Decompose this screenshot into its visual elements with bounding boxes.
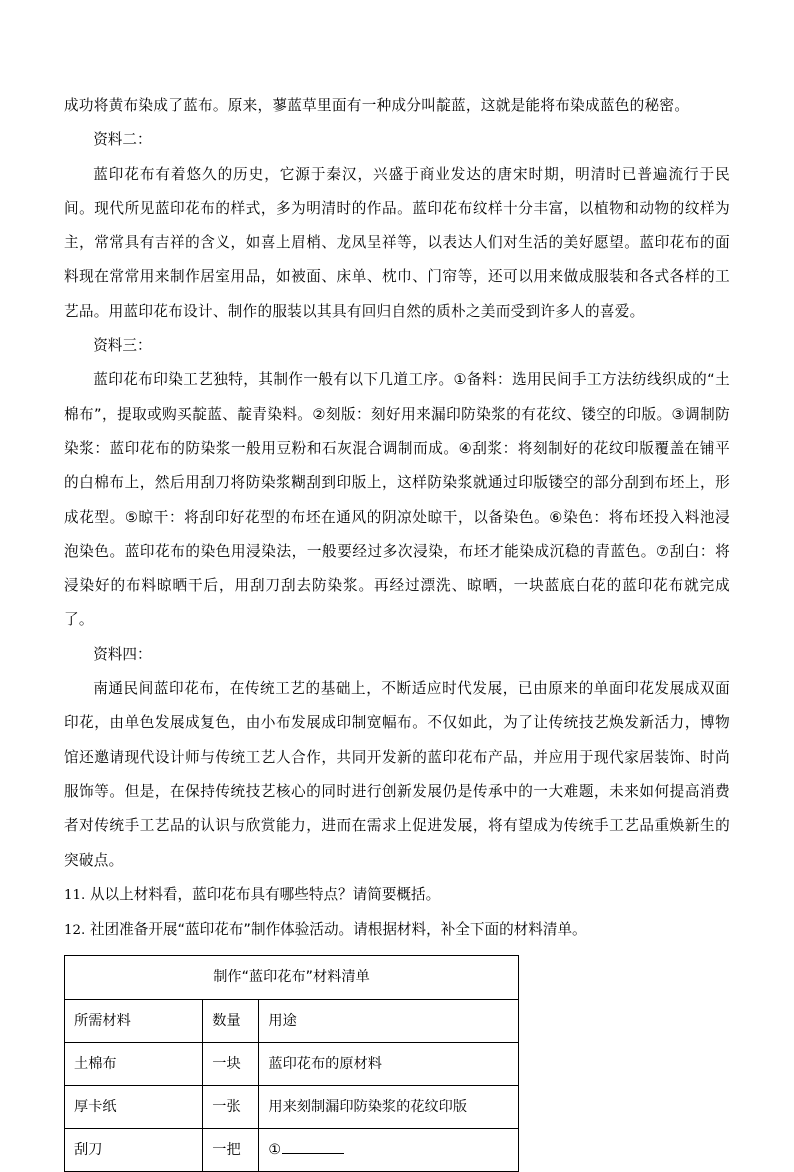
table-row: [65, 1129, 519, 1172]
material-list-table-wrapper: [64, 955, 730, 1172]
paragraph-intro-continuation: 成功将黄布染成了蓝布。原来，蓼蓝草里面有一种成分叫靛蓝，这就是能将布染成蓝色的秘密。: [64, 97, 690, 114]
cell-use-blank: [259, 1129, 519, 1172]
cell-use: 蓝印花布的原材料: [259, 1043, 519, 1086]
cell-material: 刮刀: [65, 1129, 203, 1172]
table-row: [65, 1086, 519, 1129]
question-12-number: 12.: [64, 923, 86, 939]
material-label-three: 资料三：: [93, 337, 152, 355]
cell-material: 厚卡纸: [65, 1086, 203, 1129]
paragraph-material-two: 蓝印花布有着悠久的历史，它源于秦汉，兴盛于商业发达的唐宋时期，明清时已普遍流行于民间。现代所见蓝印花布的样式，多为明清时的作品。蓝印花布纹样十分丰富，以植物和动物的纹样为主，常常具有吉祥的含义，如喜上眉梢、龙凤呈祥等，以表达人们对生活的美好愿望。蓝印花布的面料现在常常用来制作居室用品，如被面、床单、枕巾、门帘等，还可以用来做成服装和各式各样的工艺品。用蓝印花布设计、制作的服装以其具有回归自然的质朴之美而受到许多人的喜爱。: [64, 165, 730, 320]
cell-quantity: 一块: [203, 1043, 259, 1086]
cell-material: 土棉布: [65, 1043, 203, 1086]
blank-marker: ①: [268, 1142, 282, 1159]
question-12: [64, 913, 730, 949]
document-body: [64, 89, 730, 1172]
cell-use: 用来刻制漏印防染浆的花纹印版: [259, 1086, 519, 1129]
cell-quantity: 一把: [203, 1129, 259, 1172]
table-header-row: [65, 1000, 519, 1043]
material-list-table: [64, 955, 519, 1172]
paragraph-material-three: 蓝印花布印染工艺独特，其制作一般有以下几道工序。①备料：选用民间手工方法纺线织成的“土棉布”，提取或购买靛蓝、靛青染料。②刻版：刻好用来漏印防染浆的有花纹、镂空的印版。③调制防染浆：蓝印花布的防染浆一般用豆粉和石灰混合调制而成。④刮浆：将刻制好的花纹印版覆盖在铺平的白棉布上，然后用刮刀将防染浆糊刮到印版上，这样防染浆就通过印版镂空的部分刮到布坯上，形成花型。⑤晾干：将刮印好花型的布坯在通风的阴凉处晾干，以备染色。⑥染色：将布坯投入料池浸泡染色。蓝印花布的染色用浸染法，一般要经过多次浸染，布坯才能染成沉稳的青蓝色。⑦刮白：将浸染好的布料晾晒干后，用刮刀刮去防染浆。再经过漂洗、晾晒，一块蓝底白花的蓝印花布就完成了。: [64, 371, 730, 629]
material-label-four: 资料四：: [93, 645, 152, 663]
table-header-material: 所需材料: [65, 1000, 203, 1043]
table-header-quantity: 数量: [203, 1000, 259, 1043]
paragraph-material-four: 南通民间蓝印花布，在传统工艺的基础上，不断适应时代发展，已由原来的单面印花发展成双面印花，由单色发展成复色，由小布发展成印制宽幅布。不仅如此，为了让传统技艺焕发新活力，博物馆还邀请现代设计师与传统工艺人合作，共同开发新的蓝印花布产品，并应用于现代家居装饰、时尚服饰等。但是，在保持传统技艺核心的同时进行创新发展仍是传承中的一大难题，未来如何提高消费者对传统手工艺品的认识与欣赏能力，进而在需求上促进发展，将有望成为传统手工艺品重焕新生的突破点。: [64, 680, 730, 869]
question-11-number: 11.: [64, 887, 86, 903]
table-title: 制作“蓝印花布”材料清单: [65, 956, 519, 1000]
table-row: [65, 1043, 519, 1086]
table-title-row: [65, 956, 519, 1000]
answer-blank: [282, 1141, 344, 1154]
material-label-two: 资料二：: [93, 131, 152, 149]
question-12-text: 社团准备开展“蓝印花布”制作体验活动。请根据材料，补全下面的材料清单。: [89, 921, 587, 939]
question-11-text: 从以上材料看，蓝印花布具有哪些特点？请简要概括。: [89, 885, 441, 903]
question-11: [64, 878, 730, 914]
table-header-use: 用途: [259, 1000, 519, 1043]
cell-quantity: 一张: [203, 1086, 259, 1129]
